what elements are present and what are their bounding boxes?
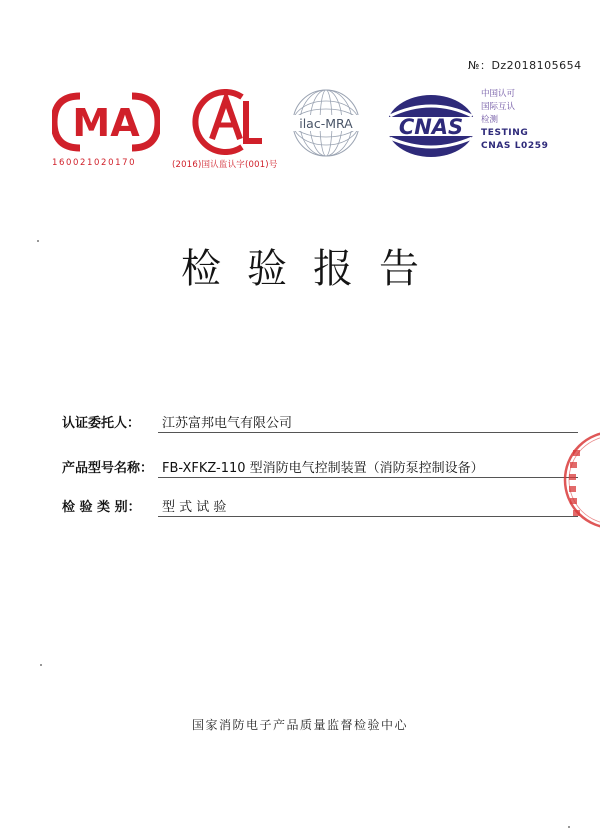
cal-logo [186,89,266,155]
cma-logo-text: MA [72,101,140,145]
field-test-type-underline [158,516,578,517]
cnas-line-2: 国际互认 [481,102,516,112]
scan-speck [568,826,570,828]
serial-number: №：Dz2018105654 [468,59,582,72]
field-client-underline [158,432,578,433]
field-test-type-label: 检 验 类 别： [62,500,141,515]
field-product-value: FB-XFKZ-110 型消防电气控制装置（消防泵控制设备） [162,461,484,476]
cma-number: 160021020170 [52,158,137,168]
field-product-label: 产品型号名称： [62,461,154,476]
issuing-organization: 国家消防电子产品质量监督检验中心 [191,718,408,732]
cnas-accreditation-text [481,88,549,153]
cnas-code: CNAS L0259 [481,141,549,151]
cnas-line-3: 检测 [481,115,499,125]
cnas-testing: TESTING [481,128,529,138]
ilac-logo-text: ilac-MRA [299,116,353,131]
field-product-underline [158,477,578,478]
ilac-mra-logo [286,86,366,160]
field-test-type-value: 型 式 试 验 [162,500,227,515]
partial-red-seal [561,428,600,536]
cma-logo [52,92,160,152]
cnas-logo-text: CNAS [398,115,464,139]
field-client-value: 江苏富邦电气有限公司 [162,416,293,431]
cnas-line-1: 中国认可 [481,89,516,99]
scan-speck [37,240,39,242]
cal-number: (2016)国认监认字(001)号 [172,160,278,170]
scan-speck [40,664,42,666]
report-title: 检验报告 [181,246,445,292]
cnas-logo [384,92,478,160]
field-client-label: 认证委托人： [62,416,141,431]
